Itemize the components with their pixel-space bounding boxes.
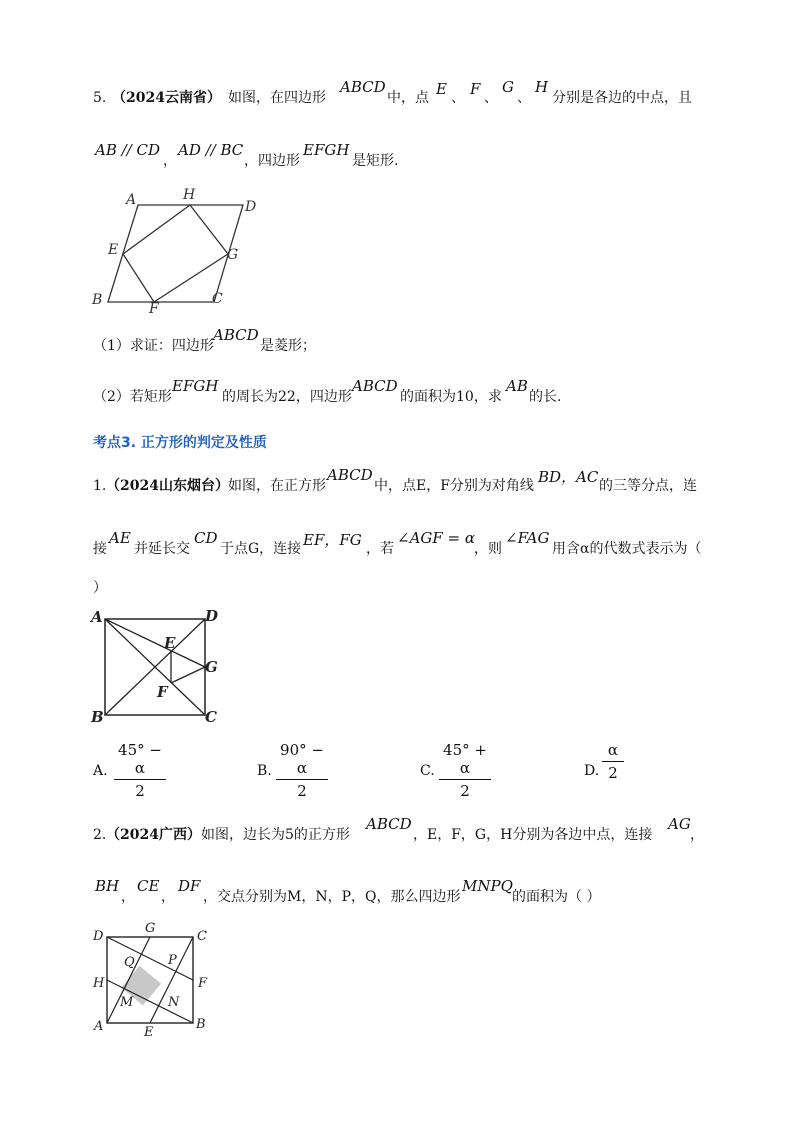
- math-ab: AB: [506, 377, 528, 395]
- math-abcd: ABCD: [327, 466, 373, 484]
- numerator: 45° + α: [443, 741, 487, 777]
- question-text: ，则: [474, 541, 502, 557]
- label-b: B: [91, 708, 104, 726]
- question-text: 如图，在正方形: [228, 478, 326, 494]
- math-mnpq: MNPQ: [462, 877, 513, 895]
- math-ef-fg: EF，FG: [303, 531, 362, 549]
- option-label: B.: [257, 763, 272, 779]
- math-df: DF: [178, 877, 201, 895]
- question-number: 1.: [93, 478, 107, 494]
- denominator: 2: [297, 782, 307, 800]
- math-ag: AG: [668, 815, 691, 833]
- numerator: α: [607, 741, 619, 759]
- label-a: A: [91, 608, 103, 626]
- separator: ，: [690, 827, 704, 843]
- fraction-bar: [439, 779, 491, 780]
- question-text: ，交点分别为M，N，P，Q，那么四边形: [203, 889, 461, 905]
- label-e: E: [164, 634, 176, 652]
- question-number: 5.: [93, 90, 107, 106]
- option-fraction: [276, 741, 328, 800]
- question-source: （2024山东烟台）: [106, 478, 229, 494]
- subquestion-1: （1）求证：四边形: [93, 338, 214, 354]
- math-efgh: EFGH: [303, 141, 350, 159]
- math-angle-agf: ∠AGF = α: [397, 529, 476, 547]
- label-c: C: [205, 708, 217, 726]
- question-text: 如图，在四边形: [228, 90, 326, 106]
- question-text: 用含α的代数式表示为（: [552, 541, 702, 557]
- math-e: E: [436, 80, 447, 98]
- figure-parallelogram-efgh: [88, 182, 264, 316]
- label-b: B: [196, 1017, 206, 1032]
- label-f: F: [157, 683, 168, 701]
- subquestion-1-text: 是菱形；: [260, 338, 316, 354]
- label-p: P: [168, 953, 177, 968]
- math-ab-parallel-cd: AB // CD: [95, 141, 161, 159]
- label-m: M: [120, 995, 134, 1010]
- label-e: E: [144, 1025, 154, 1040]
- math-h: H: [535, 78, 549, 96]
- math-ce: CE: [137, 877, 160, 895]
- question-text: 中，点E，F分别为对角线: [374, 478, 534, 494]
- label-g: G: [205, 658, 218, 676]
- question-text: 于点G，连接: [220, 541, 302, 557]
- question-source: （2024云南省）: [112, 90, 221, 106]
- question-text: 如图，边长为5的正方形: [201, 827, 350, 843]
- separator: ，: [121, 889, 135, 905]
- label-a: A: [126, 192, 137, 208]
- option-fraction: [602, 741, 624, 782]
- subquestion-2-text: 的周长为22，四边形: [222, 389, 352, 405]
- label-c: C: [197, 929, 207, 944]
- label-f: F: [149, 301, 159, 316]
- math-abcd: ABCD: [340, 78, 386, 96]
- question-text: ，四边形: [244, 153, 300, 169]
- fraction-bar: [276, 779, 328, 780]
- question-text: 分别是各边的中点，且: [552, 90, 692, 106]
- label-c: C: [212, 291, 223, 307]
- math-ad-parallel-bc: AD // BC: [178, 141, 244, 159]
- denominator: 2: [135, 782, 145, 800]
- subquestion-2-text: 的长.: [529, 389, 562, 405]
- option-fraction: [439, 741, 491, 800]
- label-h: H: [93, 976, 105, 991]
- label-a: A: [94, 1019, 104, 1034]
- label-g: G: [227, 247, 239, 263]
- math-g: G: [502, 78, 514, 96]
- separator: 、: [517, 90, 531, 106]
- math-bh: BH: [95, 877, 120, 895]
- subquestion-2: （2）若矩形: [93, 389, 172, 405]
- fraction-bar: [602, 761, 624, 762]
- math-angle-fag: ∠FAG: [505, 529, 550, 547]
- math-efgh: EFGH: [172, 377, 219, 395]
- figure-square-abcd: [88, 604, 228, 728]
- fraction-bar: [114, 779, 166, 780]
- label-n: N: [168, 995, 180, 1010]
- label-d: D: [205, 607, 219, 625]
- question-number: 2.: [93, 827, 107, 843]
- label-f: F: [198, 976, 208, 991]
- denominator: 2: [608, 764, 618, 782]
- question-source: （2024广西）: [106, 827, 201, 843]
- math-f: F: [470, 80, 481, 98]
- math-abcd: ABCD: [213, 326, 259, 344]
- label-h: H: [183, 187, 196, 203]
- option-fraction: [114, 741, 166, 800]
- separator: 、: [484, 90, 498, 106]
- question-text: ，若: [366, 541, 394, 557]
- denominator: 2: [460, 782, 470, 800]
- math-ae: AE: [109, 529, 131, 547]
- math-bd-ac: BD，AC: [538, 468, 599, 486]
- question-text: 并延长交: [134, 541, 190, 557]
- math-abcd: ABCD: [366, 815, 412, 833]
- separator: ，: [163, 153, 177, 169]
- label-d: D: [245, 199, 257, 215]
- question-text: 接: [93, 541, 107, 557]
- separator: ，: [161, 889, 175, 905]
- option-label: C.: [420, 763, 435, 779]
- question-text: 中，点: [387, 90, 429, 106]
- label-g: G: [145, 921, 156, 936]
- option-label: D.: [584, 763, 600, 779]
- numerator: 45° − α: [118, 741, 162, 777]
- question-text: 的三等分点，连: [599, 478, 697, 494]
- question-text: ）: [93, 580, 107, 596]
- math-abcd: ABCD: [352, 377, 398, 395]
- numerator: 90° − α: [280, 741, 324, 777]
- section-heading: 考点3. 正方形的判定及性质: [93, 435, 267, 451]
- label-d: D: [93, 929, 104, 944]
- question-text: 的面积为（ ）: [512, 889, 601, 905]
- label-e: E: [108, 242, 119, 258]
- label-q: Q: [124, 955, 135, 970]
- option-label: A.: [93, 763, 108, 779]
- question-text: 是矩形.: [352, 153, 399, 169]
- question-text: ，E，F，G，H分别为各边中点，连接: [413, 827, 653, 843]
- label-b: B: [92, 292, 103, 308]
- figure-square-mnpq: [88, 918, 220, 1040]
- subquestion-2-text: 的面积为10，求: [400, 389, 502, 405]
- separator: 、: [451, 90, 465, 106]
- math-cd: CD: [194, 529, 218, 547]
